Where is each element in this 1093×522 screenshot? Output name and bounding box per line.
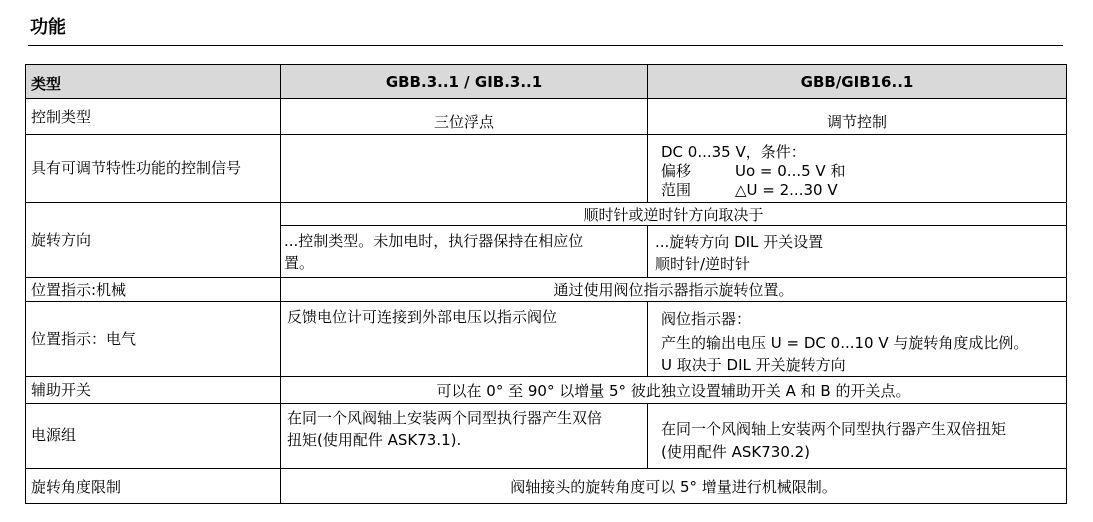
row-divider	[25, 468, 1067, 469]
row-divider	[25, 202, 1067, 203]
row-divider	[25, 98, 1067, 99]
control-signal-b-line1: DC 0...35 V，条件：	[661, 143, 806, 161]
row-subdivider	[280, 225, 1067, 226]
row-divider	[25, 376, 1067, 377]
control-type-a: 三位浮点	[433, 113, 494, 131]
header-model-a: GBB.3..1 / GIB.3..1	[385, 73, 543, 91]
angle-limit-span: 阀轴接头的旋转角度可以 5° 增量进行机械限制。	[510, 478, 837, 496]
row-label-position-electrical: 位置指示：电气	[31, 330, 137, 348]
table-border-left	[25, 64, 26, 504]
position-electrical-a: 反馈电位计可连接到外部电压以指示阀位	[287, 308, 558, 326]
power-group-b-line1: 在同一个风阀轴上安装两个同型执行器产生双倍扭矩	[661, 420, 1007, 438]
row-divider	[25, 301, 1067, 302]
table-border-right	[1066, 64, 1067, 504]
row-label-angle-limit: 旋转角度限制	[31, 478, 122, 496]
function-table	[25, 64, 1067, 504]
row-divider	[25, 277, 1067, 278]
row-label-aux-switch: 辅助开关	[31, 381, 92, 399]
table-border-top	[25, 64, 1067, 65]
control-signal-offset-value: Uo = 0...5 V 和	[735, 162, 846, 180]
row-label-control-signal: 具有可调节特性功能的控制信号	[31, 159, 242, 177]
control-signal-offset-label: 偏移	[661, 162, 692, 180]
control-type-b: 调节控制	[826, 113, 887, 131]
row-label-position-mechanical: 位置指示:机械	[31, 281, 127, 299]
column-divider	[647, 301, 648, 376]
aux-switch-span: 可以在 0° 至 90° 以增量 5° 彼此独立设置辅助开关 A 和 B 的开关点。	[436, 382, 911, 400]
power-group-a-line1: 在同一个风阀轴上安装两个同型执行器产生双倍	[287, 409, 603, 427]
row-divider	[25, 134, 1067, 135]
rotation-a-line2: 置。	[284, 254, 315, 272]
rotation-span: 顺时针或逆时针方向取决于	[583, 206, 764, 224]
page-title: 功能	[30, 17, 66, 38]
table-border-bottom	[25, 503, 1067, 504]
power-group-a-line2: 扭矩(使用配件 ASK73.1).	[287, 431, 462, 449]
position-electrical-b-line2: 产生的输出电压 U = DC 0...10 V 与旋转角度成比例。	[661, 334, 1029, 352]
rotation-b-line2: 顺时针/逆时针	[655, 255, 751, 273]
control-signal-range-label: 范围	[661, 181, 692, 199]
column-divider	[647, 225, 648, 277]
title-divider	[28, 45, 1063, 46]
rotation-b-line1: ...旋转方向 DIL 开关设置	[655, 233, 824, 251]
header-type: 类型	[31, 75, 62, 93]
column-divider	[647, 403, 648, 468]
position-electrical-b-line1: 阀位指示器：	[661, 310, 752, 328]
row-label-power-group: 电源组	[31, 426, 77, 444]
control-signal-range-value: △U = 2...30 V	[735, 181, 838, 199]
row-label-control-type: 控制类型	[31, 108, 92, 126]
header-model-b: GBB/GIB16..1	[800, 73, 914, 91]
rotation-a-line1: ...控制类型。未加电时，执行器保持在相应位	[284, 232, 584, 250]
position-electrical-b-line3: U 取决于 DIL 开关旋转方向	[661, 356, 846, 374]
row-label-rotation: 旋转方向	[31, 231, 92, 249]
power-group-b-line2: (使用配件 ASK730.2)	[661, 443, 811, 461]
position-mechanical-span: 通过使用阀位指示器指示旋转位置。	[553, 281, 794, 299]
row-divider	[25, 403, 1067, 404]
